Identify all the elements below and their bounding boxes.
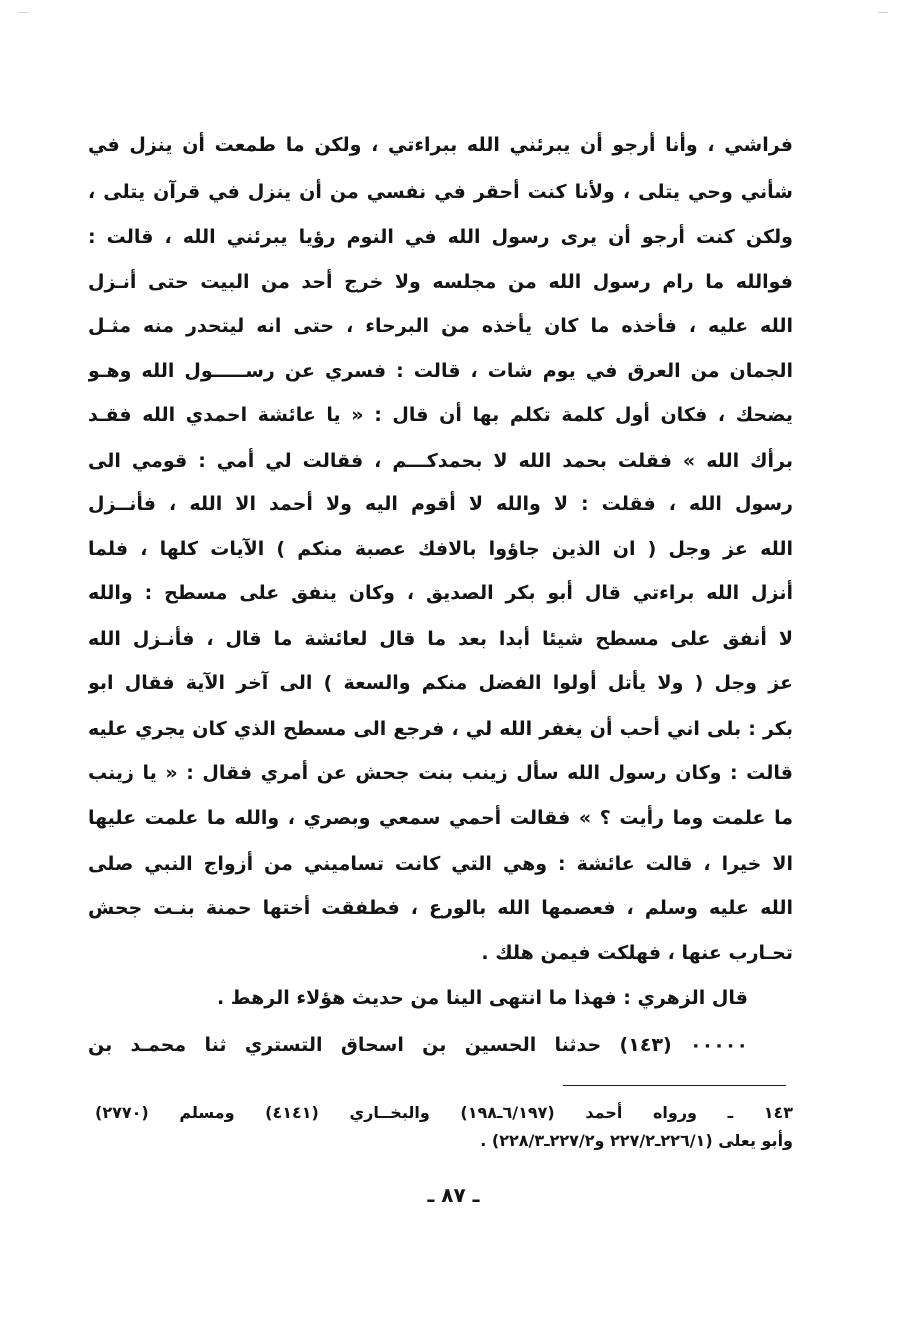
scan-mark [878,12,888,13]
scan-mark [18,12,28,13]
text-line: ما علمت وما رأيت ؟ » فقالت أحمي سمعي وبصري ، والله ما علمت عليها [88,807,793,829]
text-line: ولكن كنت أرجو أن يرى رسول الله في النوم رؤيا يبرئني الله ، قالت : [88,226,793,248]
text-line: فوالله ما رام رسول الله من مجلسه ولا خرج أحد من البيت حتى أنـزل [88,271,793,293]
text-line: الله عز وجل ( ان الذين جاؤوا بالافك عصبة منكم ) الآيات كلها ، فلما [88,538,793,560]
footnote-line: ١٤٣ ـ ورواه أحمد (٦/١٩٧ـ١٩٨) والبخــاري (٤١٤١) ومسلم (٢٧٧٠) [95,1103,793,1122]
zuhri-quote-line: قال الزهري : فهذا ما انتهى الينا من حديث هؤلاء الرهط . [216,987,748,1009]
footnote-line: وأبو يعلى (٢٢٦/١ـ٢٢٧/٢ و٢٢٧/٢ـ٢٢٨/٣) . [480,1131,793,1150]
hadith-heading-line: ٠٠٠٠٠ (١٤٣) حدثنا الحسين بن اسحاق التستري ثنا محمـد بن [88,1034,748,1056]
text-line: يضحك ، فكان أول كلمة تكلم بها أن قال : « يا عائشة احمدي الله فقـد [88,404,793,426]
text-line: الجمان من العرق في يوم شات ، قالت : فسري عن رســـــول الله وهـو [88,360,793,382]
text-line: لا أنفق على مسطح شيئا أبدا بعد ما قال لعائشة ما قال ، فأنـزل الله [88,628,793,650]
text-line: الله عليه ، فأخذه ما كان يأخذه من البرحاء ، حتى انه ليتحدر منه مثـل [88,315,793,337]
text-line: تحـارب عنها ، فهلكت فيمن هلك . [481,942,793,964]
text-line: أنزل الله براءتي قال أبو بكر الصديق ، وكان ينفق على مسطح : والله [88,582,793,604]
page-number: ـ ٨٧ ـ [427,1183,480,1207]
text-line: عز وجل ( ولا يأتل أولوا الفضل منكم والسعة ) الى آخر الآية فقال ابو [88,672,793,694]
text-line: بكر : بلى اني أحب أن يغفر الله لي ، فرجع الى مسطح الذي كان يجري عليه [88,718,793,740]
text-line: الله عليه وسلم ، فعصمها الله بالورع ، فطفقت أختها حمنة بنـت جحش [88,897,793,919]
text-line: رسول الله ، فقلت : لا والله لا أقوم اليه ولا أحمد الا الله ، فأنــزل [88,493,793,515]
text-line: شأني وحي يتلى ، ولأنا كنت أحقر في نفسي من أن ينزل في قرآن يتلى ، [88,181,793,203]
text-line: برأك الله » فقلت بحمد الله لا بحمدكـــم ، فقالت لي أمي : قومي الى [88,450,793,472]
text-line: الا خيرا ، قالت عائشة : وهي التي كانت تساميني من أزواج النبي صلى [88,853,793,875]
footnote-separator [563,1085,786,1086]
text-line: فراشي ، وأنا أرجو أن يبرئني الله ببراءتي ، ولكن ما طمعت أن ينزل في [88,134,793,156]
text-line: قالت : وكان رسول الله سأل زينب بنت جحش عن أمري فقال : « يا زينب [88,762,793,784]
